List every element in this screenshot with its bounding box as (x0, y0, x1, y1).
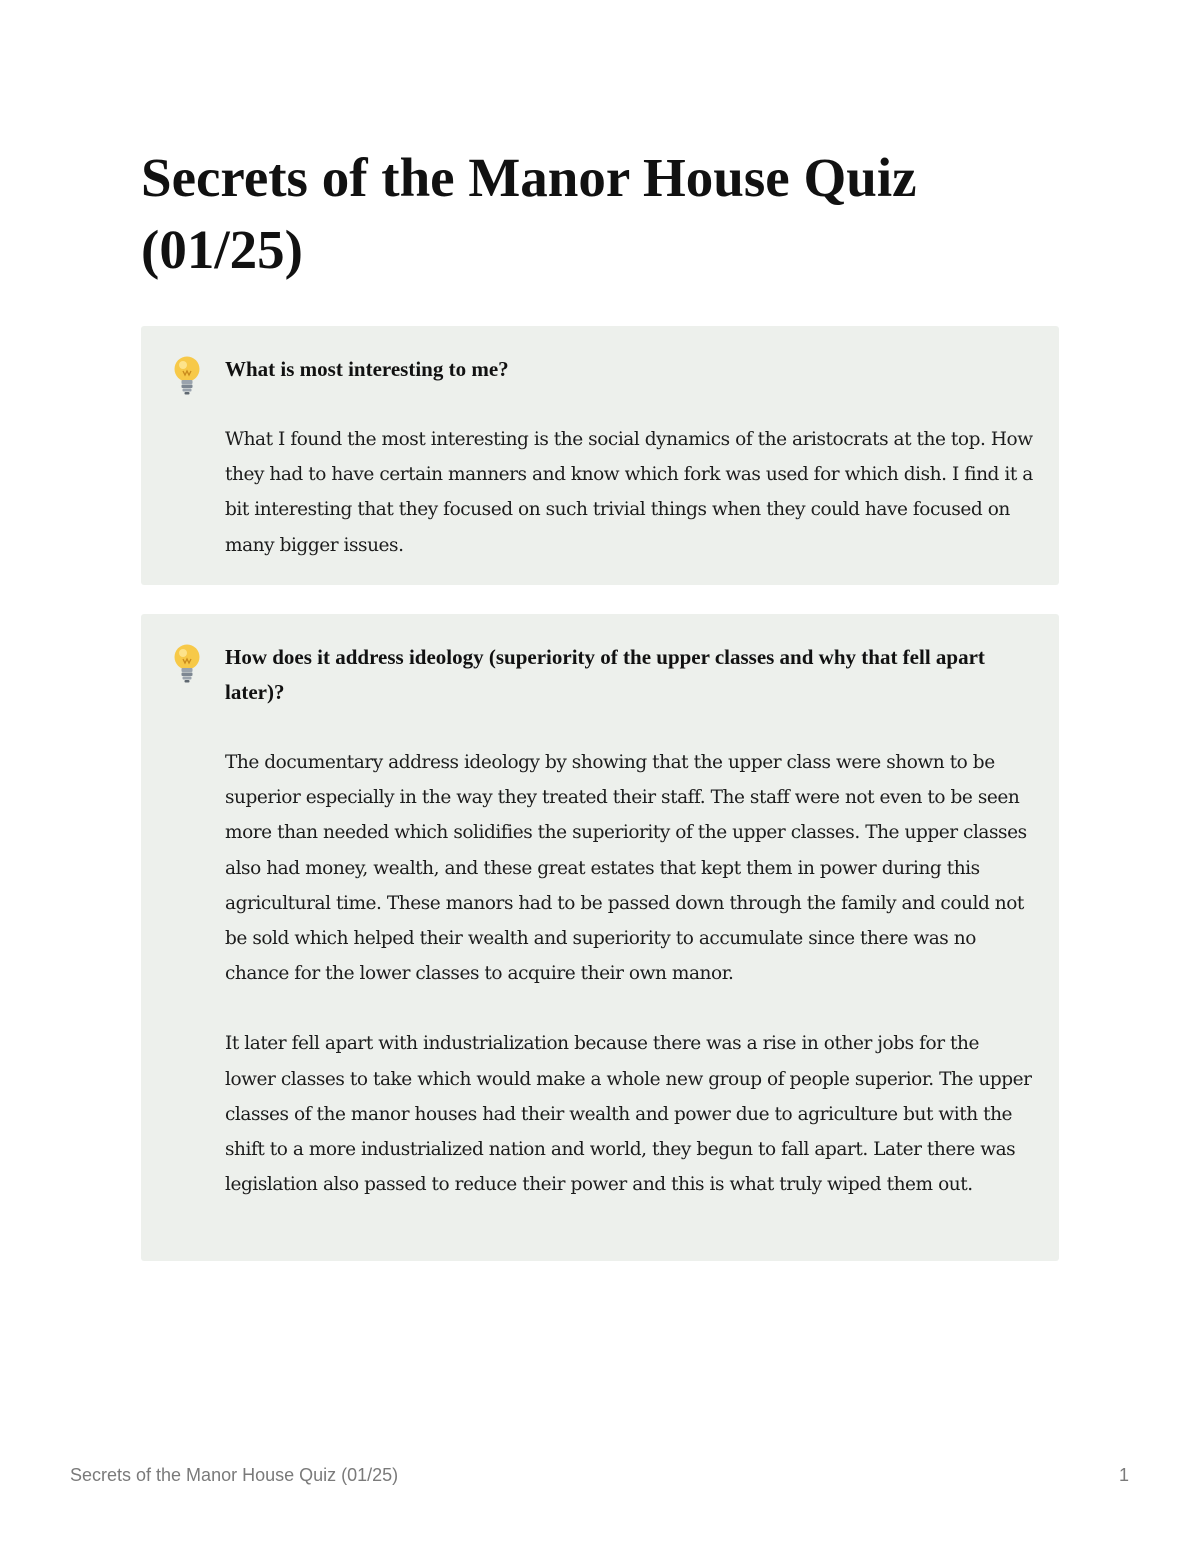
lightbulb-icon (169, 642, 205, 686)
callout-question: What is most interesting to me? (225, 357, 509, 381)
callout-ideology (141, 614, 1059, 1261)
page-title: Secrets of the Manor House Quiz (01/25) (141, 147, 917, 280)
callout-interesting (141, 326, 1059, 585)
callout-question: How does it address ideology (superiority of the upper classes and why that fell apart later)? (225, 645, 985, 704)
footer-title: Secrets of the Manor House Quiz (01/25) (70, 1465, 399, 1485)
lightbulb-icon (169, 354, 205, 398)
callout-paragraph: What I found the most interesting is the social dynamics of the aristocrats at the top. How they had to have certain manners and know which fork was used for which dish. I find it a bit interesting that they focused on such trivial things when they could have focused on many bigger issues. (225, 429, 1033, 556)
footer-page-number: 1 (1118, 1465, 1129, 1485)
callout-paragraph: The documentary address ideology by showing that the upper class were shown to be superior especially in the way they treated their staff. The staff were not even to be seen more than needed which solidifies the superiority of the upper classes. The upper classes also had money, wealth, and these great estates that kept them in power during this agricultural time. These manors had to be passed down through the family and could not be sold which helped their wealth and superiority to accumulate since there was no chance for the lower classes to acquire their own manor. (225, 752, 1027, 985)
callout-paragraph: It later fell apart with industrialization because there was a rise in other jobs for the lower classes to take which would make a whole new group of people superior. The upper classes of the manor houses had their wealth and power due to agriculture but with the shift to a more industrialized nation and world, they begun to fall apart. Later there was legislation also passed to reduce their power and this is what truly wiped them out. (225, 1033, 1032, 1196)
